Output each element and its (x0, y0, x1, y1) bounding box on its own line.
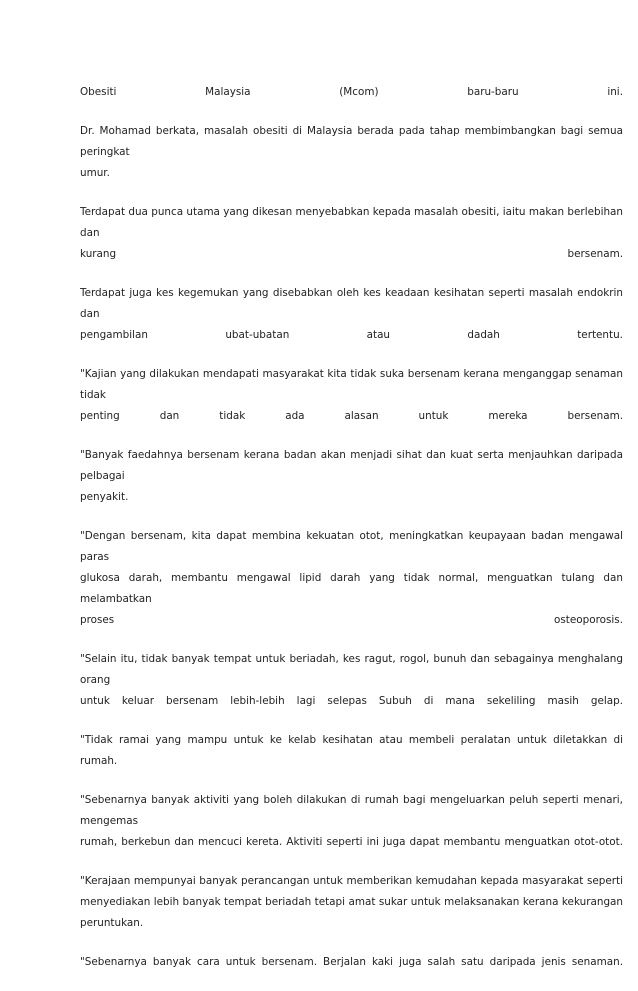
paragraph-line: Dr. Mohamad berkata, masalah obesiti di Malaysia berada pada tahap membimbangkan bagi semua peringkat (80, 125, 623, 158)
paragraph-line: "Dengan bersenam, kita dapat membina kekuatan otot, meningkatkan keupayaan badan mengawal paras (80, 530, 623, 563)
paragraph-line: "Kajian yang dilakukan mendapati masyarakat kita tidak suka bersenam kerana menganggap senaman tidak (80, 368, 623, 401)
paragraph-line: Obesiti Malaysia (Mcom) baru-baru ini. (80, 86, 623, 98)
paragraph-line: Terdapat juga kes kegemukan yang disebabkan oleh kes keadaan kesihatan seperti masalah endokrin dan (80, 287, 623, 320)
paragraph-line: "Sebenarnya banyak aktiviti yang boleh dilakukan di rumah bagi mengeluarkan peluh seperti menari, mengemas (80, 794, 623, 827)
paragraph-line: menyediakan lebih banyak tempat beriadah tetapi amat sukar untuk melaksanakan kerana kekurangan (80, 896, 623, 908)
paragraph-list (80, 82, 623, 973)
article-paragraph (80, 790, 623, 853)
paragraph-line: "Kerajaan mempunyai banyak perancangan untuk memberikan kemudahan kepada masyarakat seperti (80, 875, 623, 887)
article-paragraph (80, 202, 623, 265)
paragraph-line: "Selain itu, tidak banyak tempat untuk beriadah, kes ragut, rogol, bunuh dan sebagainya menghalang orang (80, 653, 623, 686)
paragraph-line: pengambilan ubat-ubatan atau dadah tertentu. (80, 329, 623, 341)
document-page (80, 82, 623, 991)
paragraph-line: peruntukan. (80, 917, 144, 929)
paragraph-line: penting dan tidak ada alasan untuk mereka bersenam. (80, 410, 623, 422)
article-paragraph (80, 121, 623, 184)
paragraph-line: Terdapat dua punca utama yang dikesan menyebabkan kepada masalah obesiti, iaitu makan berlebihan dan (80, 206, 623, 239)
paragraph-line: untuk keluar bersenam lebih-lebih lagi selepas Subuh di mana sekeliling masih gelap. (80, 695, 623, 707)
paragraph-line: glukosa darah, membantu mengawal lipid darah yang tidak normal, menguatkan tulang dan melambatkan (80, 572, 623, 605)
paragraph-line: proses osteoporosis. (80, 614, 623, 626)
paragraph-line: penyakit. (80, 491, 129, 503)
paragraph-line: "Banyak faedahnya bersenam kerana badan akan menjadi sihat dan kuat serta menjauhkan daripada pelbagai (80, 449, 623, 482)
article-paragraph (80, 364, 623, 427)
article-paragraph (80, 952, 623, 973)
article-paragraph (80, 871, 623, 934)
paragraph-line: "Tidak ramai yang mampu untuk ke kelab kesihatan atau membeli peralatan untuk diletakkan di rumah. (80, 734, 623, 767)
article-paragraph (80, 730, 623, 772)
paragraph-line: kurang bersenam. (80, 248, 623, 260)
article-paragraph (80, 82, 623, 103)
article-paragraph (80, 283, 623, 346)
article-paragraph (80, 445, 623, 508)
article-paragraph (80, 649, 623, 712)
paragraph-line: rumah, berkebun dan mencuci kereta. Aktiviti seperti ini juga dapat membantu menguatkan otot-otot. (80, 836, 623, 848)
article-paragraph (80, 526, 623, 631)
paragraph-line: umur. (80, 167, 110, 179)
paragraph-line: "Sebenarnya banyak cara untuk bersenam. Berjalan kaki juga salah satu daripada jenis senaman. (80, 956, 623, 968)
